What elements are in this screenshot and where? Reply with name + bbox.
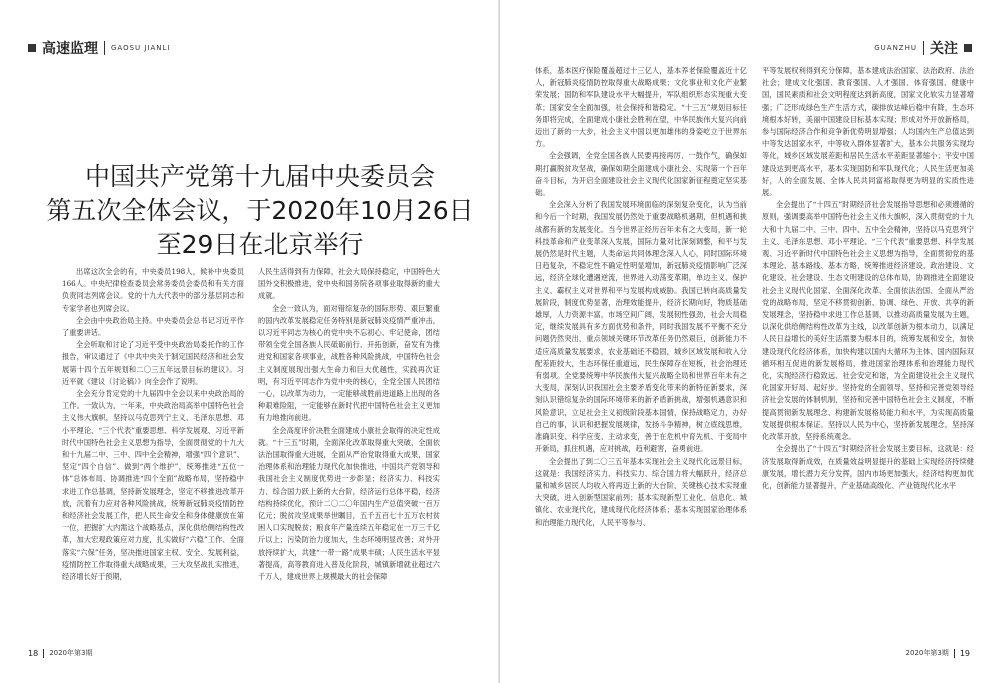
- header-divider: [923, 41, 924, 55]
- page-number: 18: [28, 648, 39, 658]
- footer-divider: [43, 649, 44, 658]
- text-column-4: [762, 65, 974, 645]
- magazine-header-left: [28, 38, 171, 58]
- issue-label: 2020年第3期: [905, 649, 949, 657]
- section-header-right: [874, 38, 972, 58]
- page-footer-right: [906, 646, 970, 660]
- right-page: [500, 0, 1000, 683]
- page-number: 19: [959, 648, 970, 658]
- article-title: [40, 160, 480, 262]
- paragraph: 全会听取和讨论了习近平受中央政治局委托作的工作报告，审议通过了《中共中央关于制定国民经济和社会发展第十四个五年规划和二〇三五年远景目标的建议》。习近平就《建议（讨论稿）》向全会作了说明。: [62, 340, 244, 386]
- text-column-1: [62, 266, 244, 642]
- text-column-3: [535, 65, 747, 645]
- title-line: 中国共产党第十九届中央委员会: [84, 162, 435, 191]
- header-divider: [104, 41, 105, 55]
- paragraph: 全会提出了“十四五”时期经济社会发展指导思想和必须遵循的原则，强调要高举中国特色社会主义伟大旗帜，深入贯彻党的十九大和十九届二中、三中、四中、五中全会精神，坚持以马克思列宁主义、毛泽东思想、邓小平理论、“三个代表”重要思想、科学发展观、习近平新时代中国特色社会主义思想为指导，全面贯彻党的基本理论、基本路线、基本方略，统筹推进经济建设、政治建设、文化建设、社会建设、生态文明建设的总体布局，协调推进全面建设社会主义现代化国家、全面深化改革、全面依法治国、全面从严治党的战略布局，坚定不移贯彻创新、协调、绿色、开放、共享的新发展理念，坚持稳中求进工作总基调，以推动高质量发展为主题，以深化供给侧结构性改革为主线，以改革创新为根本动力，以满足人民日益增长的美好生活需要为根本目的，统筹发展和安全，加快建设现代化经济体系，加快构建以国内大循环为主体、国内国际双循环相互促进的新发展格局，推进国家治理体系和治理能力现代化，实现经济行稳致远、社会安定和谐，为全面建设社会主义现代化国家开好局、起好步。坚持党的全面领导，坚持和完善党领导经济社会发展的体制机制，坚持和完善中国特色社会主义制度，不断提高贯彻新发展理念、构建新发展格局能力和水平，为实现高质量发展提供根本保证。坚持以人民为中心，坚持新发展理念，坚持深化改革开放，坚持系统观念。: [762, 200, 974, 442]
- paragraph: 全会深入分析了我国发展环境面临的深刻复杂变化，认为当前和今后一个时期，我国发展仍然处于重要战略机遇期，但机遇和挑战都有新的发展变化。当今世界正经历百年未有之大变局，新一轮科技革命和产业变革深入发展，国际力量对比深刻调整，和平与发展仍然是时代主题，人类命运共同体理念深入人心，同时国际环境日趋复杂，不稳定性不确定性明显增加，新冠肺炎疫情影响广泛深远，经济全球化遭遇逆流，世界进入动荡变革期，单边主义、保护主义、霸权主义对世界和平与发展构成威胁。我国已转向高质量发展阶段，制度优势显著，治理效能提升，经济长期向好，物质基础雄厚，人力资源丰富，市场空间广阔，发展韧性强劲，社会大局稳定，继续发展具有多方面优势和条件，同时我国发展不平衡不充分问题仍然突出，重点领域关键环节改革任务仍然艰巨，创新能力不适应高质量发展要求，农业基础还不稳固，城乡区域发展和收入分配差距较大，生态环保任重道远，民生保障存在短板，社会治理还有弱项。全党要统筹中华民族伟大复兴战略全局和世界百年未有之大变局，深刻认识我国社会主要矛盾变化带来的新特征新要求，深刻认识错综复杂的国际环境带来的新矛盾新挑战，增强机遇意识和风险意识，立足社会主义初级阶段基本国情，保持战略定力，办好自己的事，认识和把握发展规律，发扬斗争精神，树立底线思维，准确识变、科学应变、主动求变，善于在危机中育先机、于变局中开新局，抓住机遇，应对挑战，趋利避害，奋勇前进。: [535, 200, 747, 454]
- paragraph: 全会强调，全党全国各族人民要再接再厉、一鼓作气，确保如期打赢脱贫攻坚战，确保如期全面建成小康社会、实现第一个百年奋斗目标，为开启全面建设社会主义现代化国家新征程奠定坚实基础。: [535, 151, 747, 198]
- title-line: 第五次全体会议，于2020年10月26日: [46, 196, 474, 225]
- title-line: 至29日在北京举行: [156, 230, 364, 259]
- section-name-pinyin: GUANZHU: [874, 44, 917, 52]
- header-square-icon: [28, 44, 36, 52]
- magazine-name-pinyin: GAOSU JIANLI: [111, 44, 171, 52]
- paragraph: 全会一致认为，面对错综复杂的国际形势、艰巨繁重的国内改革发展稳定任务特别是新冠肺炎疫情严重冲击，以习近平同志为核心的党中央不忘初心、牢记使命，团结带领全党全国各族人民砥砺前行、开拓创新，奋发有为推进党和国家各项事业，战胜各种风险挑战，中国特色社会主义制度展现出强大生命力和巨大优越性，实践再次证明，有习近平同志作为党中央的核心，全党全国人民团结一心，以改革为动力，一定能够战胜前进道路上出现的各种艰难险阻，一定能够在新时代把中国特色社会主义更加有力地推向前进。: [258, 303, 440, 423]
- footer-divider: [954, 649, 955, 658]
- paragraph: 人民生活得到有力保障，社会大局保持稳定，中国特色大国外交积极推进，党中央和国务院各项事业取得新的重大成就。: [258, 267, 440, 301]
- paragraph: 全会提出了到二〇三五年基本实现社会主义现代化远景目标，这就是：我国经济实力、科技实力、综合国力将大幅跃升，经济总量和城乡居民人均收入将再迈上新的大台阶，关键核心技术实现重大突破，进入创新型国家前列；基本实现新型工业化、信息化、城镇化、农业现代化，建成现代化经济体系；基本实现国家治理体系和治理能力现代化，人民平等参与、: [535, 456, 747, 527]
- paragraph: 出席这次全会的有，中央委员198人，候补中央委员166人。中央纪律检查委员会常务委员会委员和有关方面负责同志列席会议。党的十九大代表中的部分基层同志和专家学者也列席会议。: [62, 267, 244, 313]
- paragraph: 全会提出了“十四五”时期经济社会发展主要目标，这就是：经济发展取得新成效，在质量效益明显提升的基础上实现经济持续健康发展，增长潜力充分发挥，国内市场更加强大，经济结构更加优化，创新能力显著提升，产业基础高级化、产业链现代化水平: [762, 444, 974, 490]
- paragraph: 平等发展权利得到充分保障，基本建成法治国家、法治政府、法治社会；建成文化强国、教育强国、人才强国、体育强国、健康中国，国民素质和社会文明程度达到新高度，国家文化软实力显著增强；广泛形成绿色生产生活方式，碳排放达峰后稳中有降，生态环境根本好转，美丽中国建设目标基本实现；形成对外开放新格局，参与国际经济合作和竞争新优势明显增强；人均国内生产总值达到中等发达国家水平，中等收入群体显著扩大，基本公共服务实现均等化，城乡区域发展差距和居民生活水平差距显著缩小；平安中国建设达到更高水平，基本实现国防和军队现代化；人民生活更加美好，人的全面发展、全体人民共同富裕取得更为明显的实质性进展。: [762, 66, 974, 198]
- paragraph: 全会由中央政治局主持。中央委员会总书记习近平作了重要讲话。: [62, 315, 244, 338]
- page-footer-left: [28, 646, 92, 660]
- section-name: 关注: [930, 41, 958, 57]
- paragraph: 全会高度评价决胜全面建成小康社会取得的决定性成就。“十三五”时期，全面深化改革取得重大突破，全面依法治国取得重大进展，全面从严治党取得重大成果，国家治理体系和治理能力现代化加快推进，中国共产党领导和我国社会主义制度优势进一步彰显；经济实力、科技实力、综合国力跃上新的大台阶，经济运行总体平稳，经济结构持续优化，预计二〇二〇年国内生产总值突破一百万亿元；脱贫攻坚成果举世瞩目，五千五百七十五万农村贫困人口实现脱贫；粮食年产量连续五年稳定在一万三千亿斤以上；污染防治力度加大，生态环境明显改善；对外开放持续扩大，共建“一带一路”成果丰硕；人民生活水平显著提高，高等教育进入普及化阶段，城镇新增就业超过六千万人，建成世界上规模最大的社会保障: [258, 425, 440, 582]
- issue-label: 2020年第3期: [49, 649, 93, 657]
- paragraph: 全会充分肯定党的十九届四中全会以来中央政治局的工作。一致认为，一年来，中央政治局高举中国特色社会主义伟大旗帜，坚持以马克思列宁主义、毛泽东思想、邓小平理论、“三个代表”重要思想、科学发展观、习近平新时代中国特色社会主义思想为指导，全面贯彻党的十九大和十九届二中、三中、四中全会精神，增强“四个意识”、坚定“四个自信”、做到“两个维护”，统筹推进“五位一体”总体布局、协调推进“四个全面”战略布局，坚持稳中求进工作总基调，坚持新发展理念，坚定不移推进改革开放，沉着有力应对各种风险挑战，统筹新冠肺炎疫情防控和经济社会发展工作，把人民生命安全和身体健康放在第一位，把握扩大内需这个战略基点，深化供给侧结构性改革，加大宏观政策应对力度，扎实做好“六稳”工作、全面落实“六保”任务，坚决推进国家主权、安全、发展利益，疫情防控工作取得重大战略成果，三大攻坚战扎实推进，经济增长好于预期，: [62, 389, 244, 582]
- header-square-icon: [964, 44, 972, 52]
- text-column-2: [258, 266, 440, 642]
- paragraph: 体系，基本医疗保险覆盖超过十三亿人，基本养老保险覆盖近十亿人，新冠肺炎疫情防控取得重大战略成果；文化事业和文化产业繁荣发展；国防和军队建设水平大幅提升，军队组织形态实现重大变革；国家安全全面加强，社会保持和谐稳定。“十三五”规划目标任务即将完成，全面建成小康社会胜利在望，中华民族伟大复兴向前迈出了新的一大步，社会主义中国以更加雄伟的身姿屹立于世界东方。: [535, 66, 747, 149]
- magazine-name: 高速监理: [42, 41, 98, 57]
